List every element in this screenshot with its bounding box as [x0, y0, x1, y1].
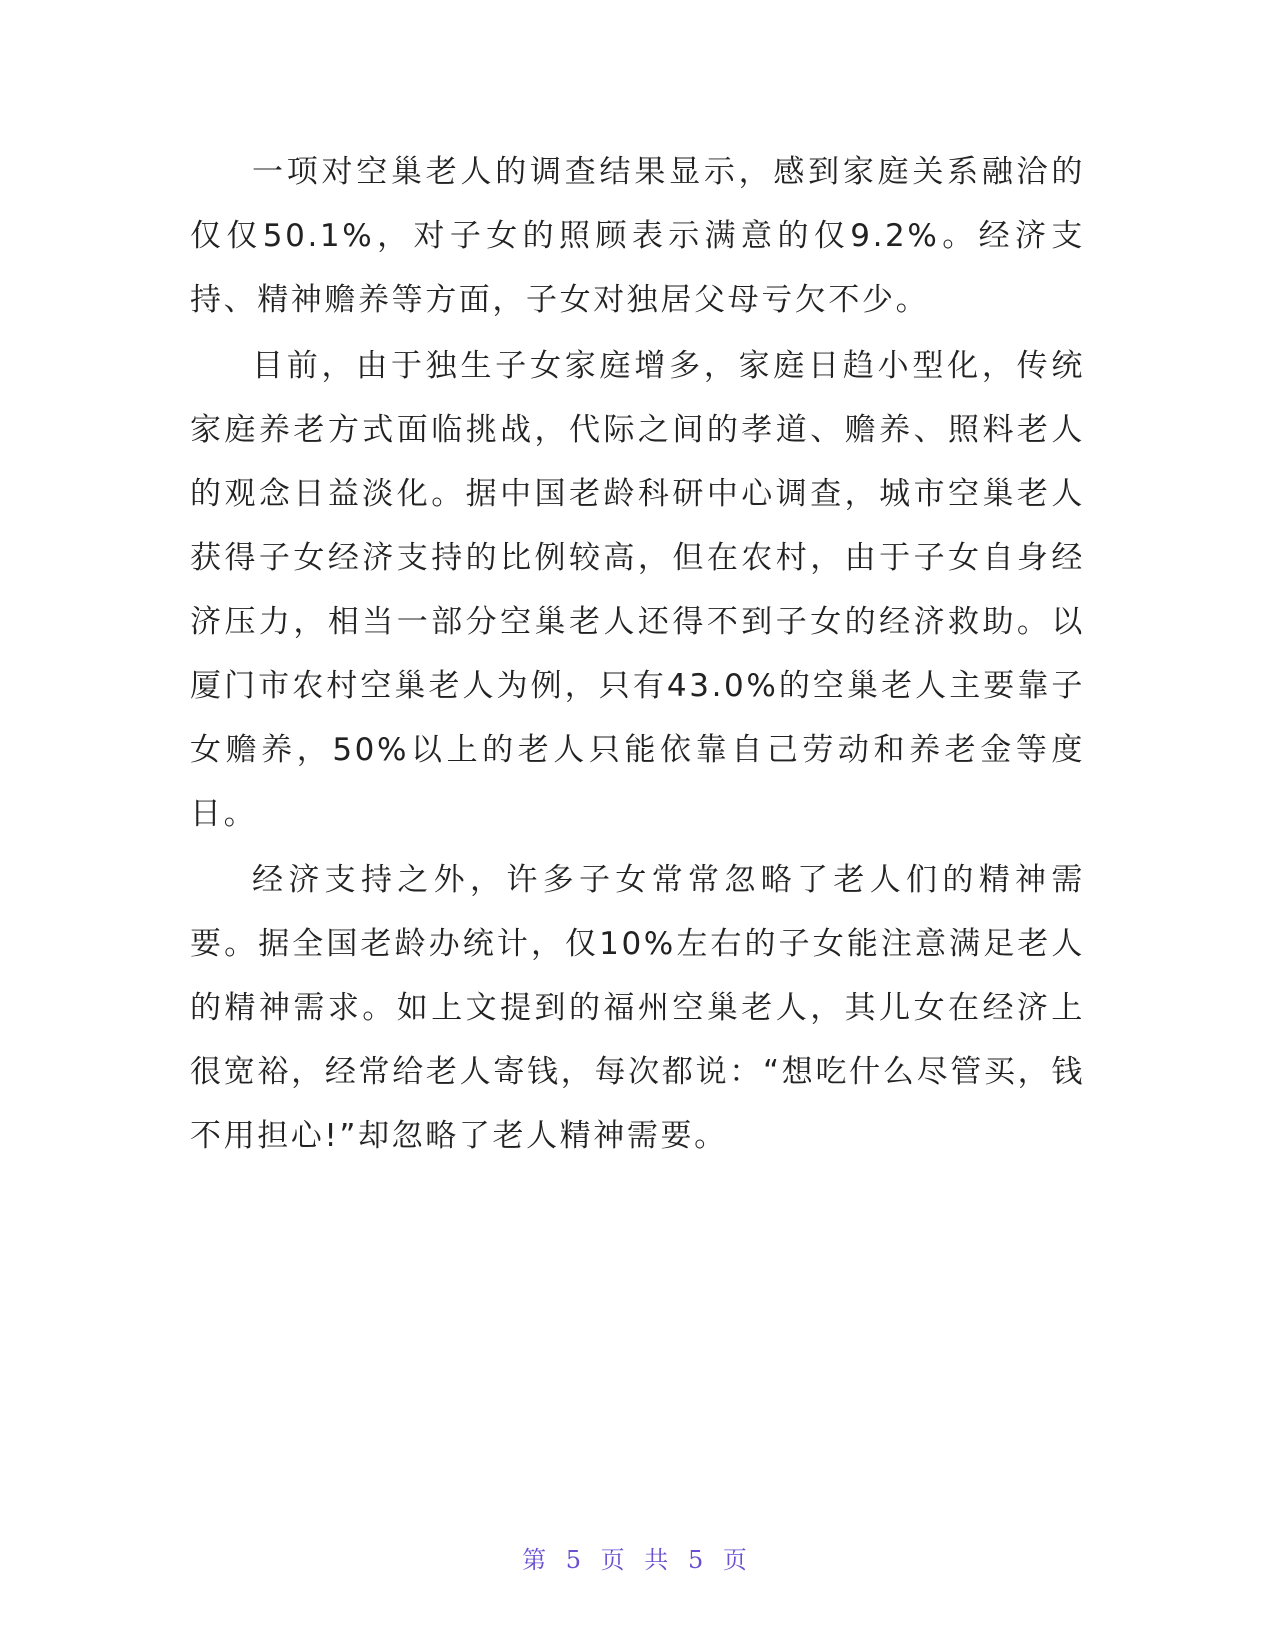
paragraph-1: 一项对空巢老人的调查结果显示，感到家庭关系融洽的仅仅50.1%，对子女的照顾表示满意的仅9.2%。经济支持、精神赡养等方面，子女对独居父母亏欠不少。 [190, 154, 1085, 318]
page-number-footer: 第 5 页 共 5 页 [522, 1546, 753, 1574]
paragraph-2: 目前，由于独生子女家庭增多，家庭日趋小型化，传统家庭养老方式面临挑战，代际之间的孝道、赡养、照料老人的观念日益淡化。据中国老龄科研中心调查，城市空巢老人获得子女经济支持的比例较高，但在农村，由于子女自身经济压力，相当一部分空巢老人还得不到子女的经济救助。以厦门市农村空巢老人为例，只有43.0%的空巢老人主要靠子女赡养，50%以上的老人只能依靠自己劳动和养老金等度日。 [190, 348, 1085, 832]
document-body [190, 140, 1085, 1170]
paragraph-3: 经济支持之外，许多子女常常忽略了老人们的精神需要。据全国老龄办统计，仅10%左右的子女能注意满足老人的精神需求。如上文提到的福州空巢老人，其儿女在经济上很宽裕，经常给老人寄钱，每次都说：“想吃什么尽管买，钱不用担心!”却忽略了老人精神需要。 [190, 862, 1085, 1154]
